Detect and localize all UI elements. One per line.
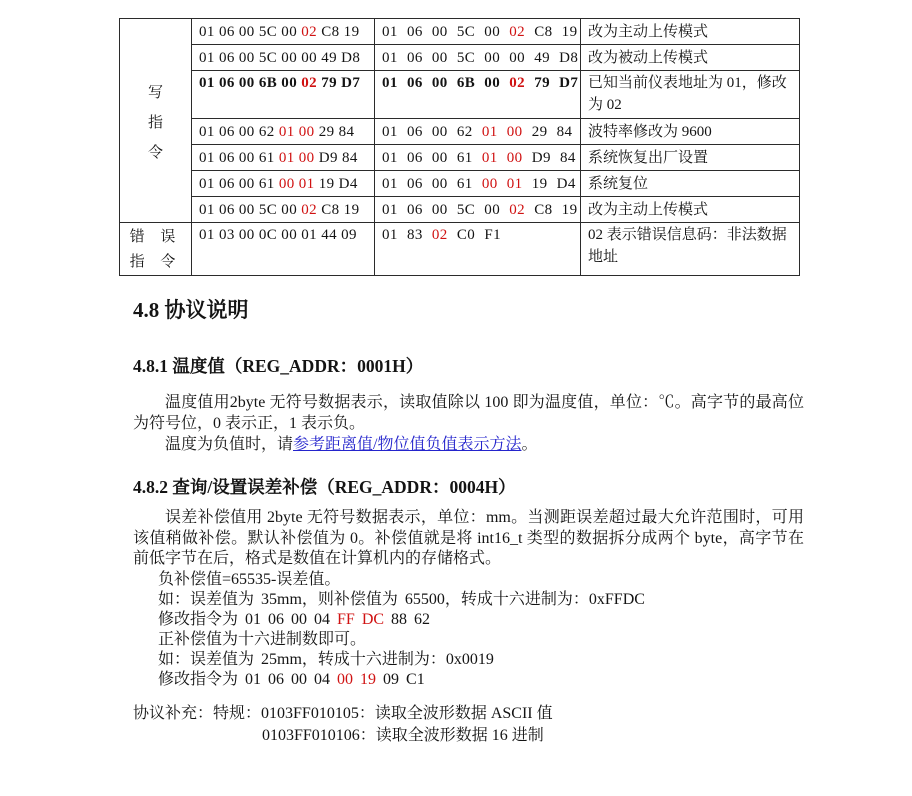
- row-group-error-commands: 错 误 指 令: [120, 223, 192, 276]
- example-line: 修改指令为 01 06 00 04 FF DC 88 62: [158, 610, 431, 628]
- table-row: [120, 223, 800, 276]
- row-group-write-commands: [120, 19, 192, 223]
- table-row: [120, 145, 800, 171]
- desc-cell: 系统恢复出厂设置: [581, 145, 800, 171]
- supplement-line-2: [133, 725, 912, 747]
- negative-value-representation-link[interactable]: 参考距离值/物位值负值表示方法: [293, 436, 522, 453]
- desc-cell: 改为被动上传模式: [581, 45, 800, 71]
- cmd-cell: 01 06 00 6B 00 02 79 D7: [192, 71, 375, 119]
- response-cell: 01 06 00 61 01 00 D9 84: [375, 145, 581, 171]
- desc-cell: 系统复位: [581, 171, 800, 197]
- section-4-8-1-heading: 4.8.1 温度值（REG_ADDR：0001H）: [133, 356, 424, 376]
- cmd-cell: 01 06 00 61 01 00 D9 84: [192, 145, 375, 171]
- link-prefix-text: 温度为负值时，请: [165, 436, 294, 453]
- response-cell: 01 06 00 5C 00 02 C8 19: [375, 19, 581, 45]
- cmd-cell: 01 06 00 5C 00 02 C8 19: [192, 19, 375, 45]
- link-suffix-text: 。: [521, 436, 538, 453]
- example-line: 负补偿值=65535-误差值。: [158, 570, 341, 588]
- response-cell: 01 06 00 6B 00 02 79 D7: [375, 71, 581, 119]
- desc-cell: 02 表示错误信息码：非法数据地址: [581, 223, 800, 276]
- example-line: 修改指令为 01 06 00 04 00 19 09 C1: [158, 670, 425, 688]
- protocol-supplement: [133, 703, 912, 747]
- table-row: [120, 19, 800, 45]
- table-row: [120, 119, 800, 145]
- cmd-cell: 01 03 00 0C 00 01 44 09: [192, 223, 375, 276]
- desc-cell: 改为主动上传模式: [581, 19, 800, 45]
- cmd-cell: 01 06 00 5C 00 00 49 D8: [192, 45, 375, 71]
- response-cell: 01 06 00 62 01 00 29 84: [375, 119, 581, 145]
- write-commands-label: 写指令: [147, 85, 163, 161]
- cmd-cell: 01 06 00 5C 00 02 C8 19: [192, 197, 375, 223]
- temperature-paragraph: 温度值用2byte 无符号数据表示，读取值除以 100 即为温度值，单位：℃。高字节的最高位为符号位，0 表示正，1 表示负。: [133, 394, 804, 432]
- response-cell: 01 06 00 5C 00 00 49 D8: [375, 45, 581, 71]
- desc-cell: 改为主动上传模式: [581, 197, 800, 223]
- example-line: 如：误差值为 35mm，则补偿值为 65500，转成十六进制为：0xFFDC: [158, 590, 645, 608]
- error-commands-label: 错 误: [129, 229, 182, 245]
- document-page: [0, 18, 912, 796]
- command-table: [119, 18, 800, 276]
- negative-value-note: [133, 434, 912, 455]
- desc-cell: 已知当前仪表地址为 01，修改为 02: [581, 71, 800, 119]
- cmd-cell: 01 06 00 62 01 00 29 84: [192, 119, 375, 145]
- desc-cell: 波特率修改为 9600: [581, 119, 800, 145]
- response-cell: 01 06 00 5C 00 02 C8 19: [375, 197, 581, 223]
- compensation-examples: [158, 570, 912, 690]
- supplement-label: 协议补充：特规：: [133, 704, 262, 722]
- example-line: 如：误差值为 25mm，转成十六进制为：0x0019: [158, 650, 494, 668]
- supplement-line-1: [133, 703, 912, 725]
- cmd-cell: 01 06 00 61 00 01 19 D4: [192, 171, 375, 197]
- response-cell: 01 06 00 61 00 01 19 D4: [375, 171, 581, 197]
- section-4-8-heading: 4.8 协议说明: [133, 298, 249, 322]
- table-row: [120, 71, 800, 119]
- table-row: [120, 197, 800, 223]
- section-4-8-2-heading: 4.8.2 查询/设置误差补偿（REG_ADDR：0004H）: [133, 477, 516, 497]
- response-cell: 01 83 02 C0 F1: [375, 223, 581, 276]
- example-line: 正补偿值为十六进制数即可。: [158, 630, 367, 648]
- table-row: [120, 171, 800, 197]
- supplement-ascii-command: 0103FF010105：读取全波形数据 ASCII 值: [261, 704, 553, 722]
- supplement-hex-command: 0103FF010106：读取全波形数据 16 进制: [262, 726, 544, 744]
- error-compensation-paragraph: 误差补偿值用 2byte 无符号数据表示，单位：mm。当测距误差超过最大允许范围时，可用该值稍做补偿。默认补偿值为 0。补偿值就是将 int16_t 类型的数据拆分成两个 byte，高字节在前低字节在后，格式是数值在计算机内的存储格式。: [133, 509, 804, 567]
- table-row: [120, 45, 800, 71]
